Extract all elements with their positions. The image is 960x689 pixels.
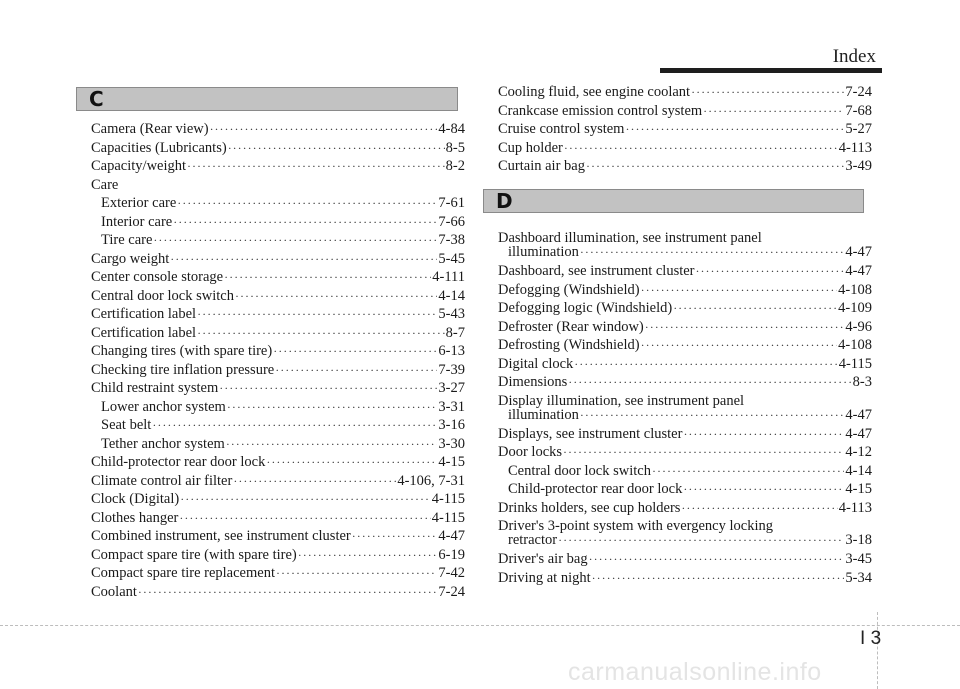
footer-rule — [0, 625, 960, 626]
index-entry[interactable]: Certification label ····· 5-43 — [91, 305, 465, 323]
index-entry[interactable]: Digital clock ····· 4-115 — [498, 355, 872, 373]
index-entry[interactable]: Dimensions ····· 8-3 — [498, 373, 872, 391]
index-entry[interactable]: Clock (Digital) ····· 4-115 — [91, 490, 465, 508]
index-entry[interactable]: Driving at night ····· 5-34 — [498, 569, 872, 587]
index-entry[interactable]: Cargo weight ····· 5-45 — [91, 250, 465, 268]
index-subentry[interactable]: Lower anchor system ····· 3-31 — [101, 398, 465, 416]
index-entry[interactable]: Drinks holders, see cup holders ····· 4-113 — [498, 499, 872, 517]
index-entry[interactable]: Defroster (Rear window) ····· 4-96 — [498, 318, 872, 336]
index-entry-continuation[interactable]: retractor ····· 3-18 — [508, 531, 872, 549]
index-entry[interactable]: Defogging (Windshield) ····· 4-108 — [498, 281, 872, 299]
index-entry[interactable]: Driver's air bag ····· 3-45 — [498, 550, 872, 568]
watermark: carmanualsonline.info — [568, 658, 822, 686]
index-entry[interactable]: Displays, see instrument cluster ····· 4-47 — [498, 425, 872, 443]
index-subentry[interactable]: Tether anchor system ····· 3-30 — [101, 435, 465, 453]
index-entry[interactable]: Crankcase emission control system ····· 7-68 — [498, 102, 872, 120]
index-entry-line[interactable]: Driver's 3-point system with evergency locking — [498, 518, 773, 534]
index-entry[interactable]: Coolant ····· 7-24 — [91, 583, 465, 601]
index-entry-continuation[interactable]: illumination ····· 4-47 — [508, 243, 872, 261]
page-header-title: Index — [832, 46, 876, 67]
header-rule — [660, 68, 882, 73]
index-entry[interactable]: Certification label ····· 8-7 — [91, 324, 465, 342]
index-entry[interactable]: Capacity/weight ····· 8-2 — [91, 157, 465, 175]
index-entry[interactable]: Central door lock switch ····· 4-14 — [91, 287, 465, 305]
section-d-bar — [483, 189, 864, 213]
index-entry[interactable]: Compact spare tire (with spare tire) ····· 6-19 — [91, 546, 465, 564]
page-section-letter: I — [860, 628, 866, 649]
page-number — [860, 628, 881, 650]
index-subentry[interactable]: Central door lock switch ····· 4-14 — [508, 462, 872, 480]
index-entry[interactable]: Defogging logic (Windshield) ····· 4-109 — [498, 299, 872, 317]
index-entry[interactable]: Changing tires (with spare tire) ····· 6-13 — [91, 342, 465, 360]
index-entry[interactable]: Capacities (Lubricants) ····· 8-5 — [91, 139, 465, 157]
index-entry[interactable]: Camera (Rear view) ····· 4-84 — [91, 120, 465, 138]
section-c-bar — [76, 87, 458, 111]
index-subentry[interactable]: Child-protector rear door lock ····· 4-15 — [508, 480, 872, 498]
index-entry-line[interactable]: Display illumination, see instrument panel — [498, 392, 745, 409]
index-entry[interactable]: Cup holder ····· 4-113 — [498, 139, 872, 157]
index-entry-continuation[interactable]: illumination ····· 4-47 — [508, 406, 872, 424]
index-entry[interactable]: Child-protector rear door lock ····· 4-15 — [91, 453, 465, 471]
index-entry[interactable]: Curtain air bag ····· 3-49 — [498, 157, 872, 175]
index-entry[interactable]: Dashboard, see instrument cluster ····· 4-47 — [498, 262, 872, 280]
section-c-letter: C — [89, 87, 104, 111]
index-entry[interactable]: Center console storage ····· 4-111 — [91, 268, 465, 286]
index-entry[interactable]: Climate control air filter ····· 4-106, 7-31 — [91, 472, 465, 490]
index-entry[interactable]: Cooling fluid, see engine coolant ····· 7-24 — [498, 83, 872, 101]
index-entry[interactable]: Clothes hanger ····· 4-115 — [91, 509, 465, 527]
page-number-value: 3 — [870, 628, 882, 649]
index-entry-line[interactable]: Dashboard illumination, see instrument panel — [498, 230, 762, 246]
index-heading: Care — [91, 176, 119, 193]
section-d-letter: D — [496, 189, 513, 213]
index-subentry[interactable]: Exterior care ····· 7-61 — [101, 194, 465, 212]
index-entry[interactable]: Combined instrument, see instrument cluster ····· 4-47 — [91, 527, 465, 545]
index-entry[interactable]: Door locks ····· 4-12 — [498, 443, 872, 461]
index-subentry[interactable]: Interior care ····· 7-66 — [101, 213, 465, 231]
index-subentry[interactable]: Tire care ····· 7-38 — [101, 231, 465, 249]
index-entry[interactable]: Cruise control system ····· 5-27 — [498, 120, 872, 138]
index-subentry[interactable]: Seat belt ····· 3-16 — [101, 416, 465, 434]
index-entry[interactable]: Compact spare tire replacement ····· 7-42 — [91, 564, 465, 582]
footer-crop-mark — [877, 612, 878, 689]
index-entry[interactable]: Child restraint system ····· 3-27 — [91, 379, 465, 397]
index-entry[interactable]: Checking tire inflation pressure ····· 7-39 — [91, 361, 465, 379]
index-entry[interactable]: Defrosting (Windshield) ····· 4-108 — [498, 336, 872, 354]
